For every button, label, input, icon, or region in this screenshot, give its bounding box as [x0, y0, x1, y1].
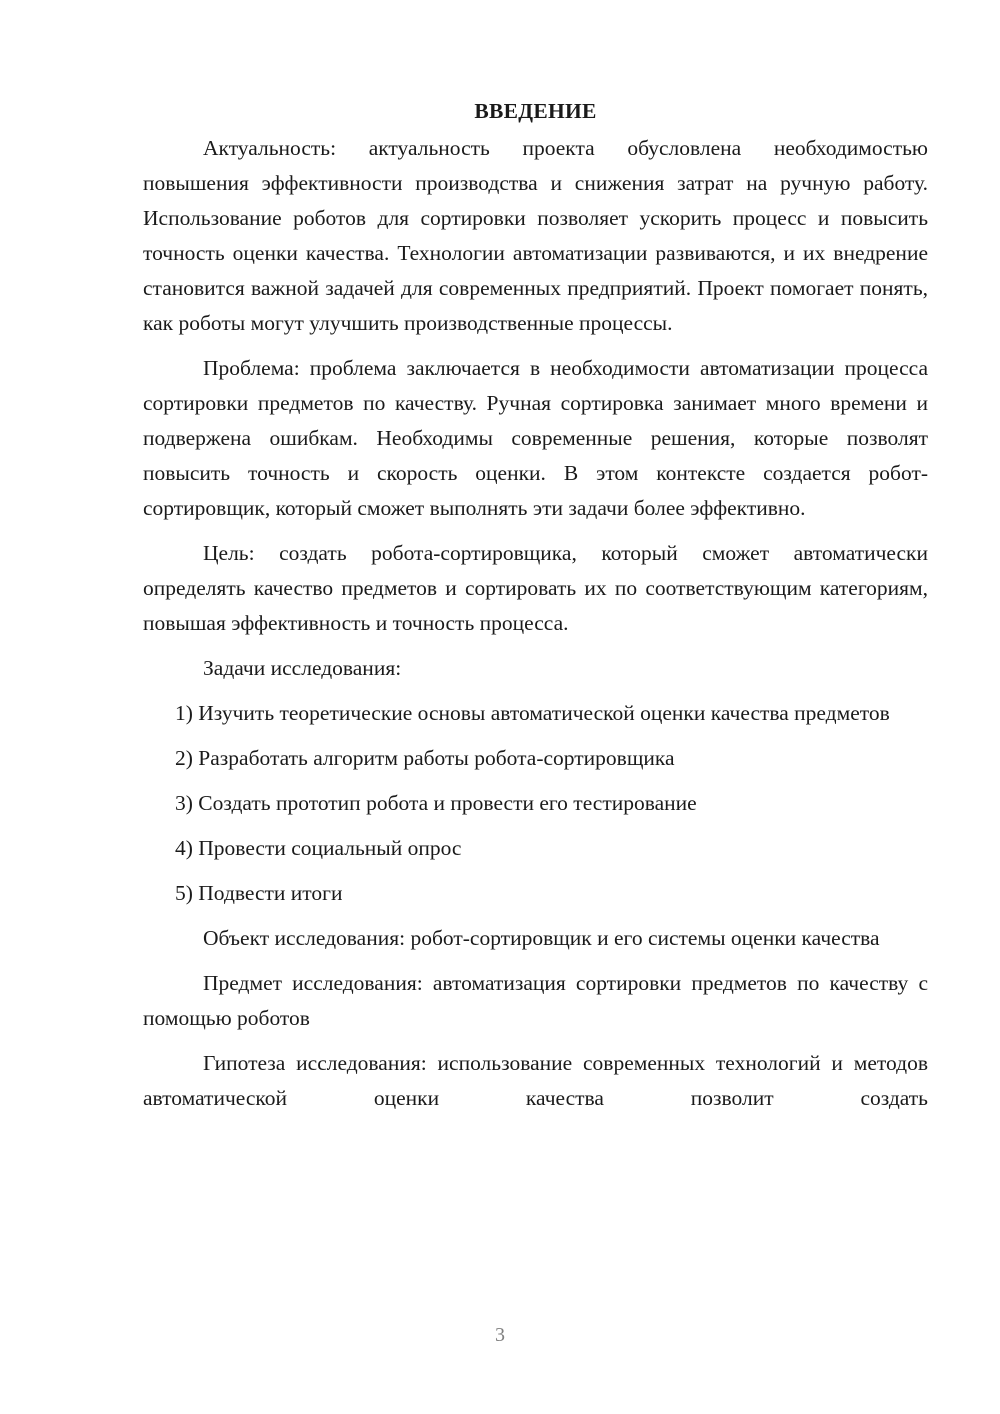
- task-item: 3) Создать прототип робота и провести его тестирование: [175, 791, 697, 815]
- task-item: 4) Провести социальный опрос: [175, 836, 462, 860]
- document-page: [143, 95, 928, 1116]
- page-number: 3: [495, 1324, 505, 1346]
- task-item: 2) Разработать алгоритм работы робота-сортировщика: [175, 746, 675, 770]
- object-paragraph: Объект исследования: робот-сортировщик и его системы оценки качества: [203, 926, 880, 950]
- task-item: 1) Изучить теоретические основы автоматической оценки качества предметов: [175, 701, 890, 725]
- subject-paragraph: Предмет исследования: автоматизация сортировки предметов по качеству с помощью роботов: [143, 971, 928, 1030]
- problem-paragraph: Проблема: проблема заключается в необходимости автоматизации процесса сортировки предметов по качеству. Ручная сортировка занимает много времени и подвержена ошибкам. Необходимы современные решения, которые позволят повысить точность и скорость оценки. В этом контексте создается робот-сортировщик, который сможет выполнять эти задачи более эффективно.: [143, 356, 928, 520]
- relevance-paragraph: Актуальность: актуальность проекта обусловлена необходимостью повышения эффективности производства и снижения затрат на ручную работу. Использование роботов для сортировки позволяет ускорить процесс и повысить точность оценки качества. Технологии автоматизации развиваются, и их внедрение становится важной задачей для современных предприятий. Проект помогает понять, как роботы могут улучшить производственные процессы.: [143, 136, 928, 335]
- goal-paragraph: Цель: создать робота-сортировщика, который сможет автоматически определять качество предметов и сортировать их по соответствующим категориям, повышая эффективность и точность процесса.: [143, 541, 928, 635]
- tasks-heading: Задачи исследования:: [203, 656, 402, 680]
- hypothesis-paragraph: Гипотеза исследования: использование современных технологий и методов автоматической оценки качества позволит создать: [143, 1051, 928, 1110]
- task-item: 5) Подвести итоги: [175, 881, 343, 905]
- section-title: ВВЕДЕНИЕ: [474, 99, 597, 123]
